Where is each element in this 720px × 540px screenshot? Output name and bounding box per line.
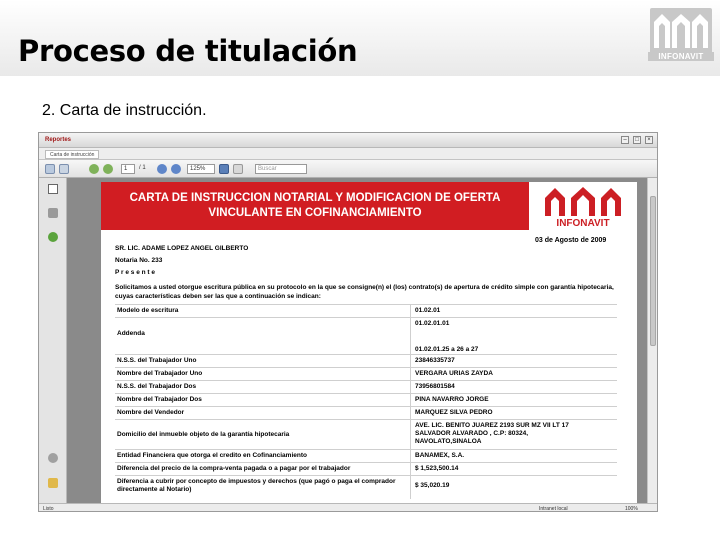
table-row [115,304,617,317]
status-left: Listo [43,506,54,512]
intro-paragraph: Solicitamos a usted otorgue escritura pública en su protocolo en la que se consigne(n) el (los) contrato(s) de apertura de crédito simple con garantía hipotecaria, cuyas características deben ser las que a continuación se indican: [115,284,614,300]
table-row [115,419,617,449]
row-value: AVE. LIC. BENITO JUAREZ 2193 SUR MZ VII LT 17 SALVADOR ALVARADO , C.P: 80324, NAVOLATO,SINALOA [415,422,569,445]
row-label: Domicilio del inmueble objeto de la garantía hipotecaria [115,420,411,449]
pdf-toolbar [39,160,657,178]
report-viewer-window [38,132,658,512]
document-area [67,178,647,503]
save-icon[interactable] [59,164,69,174]
presente: P r e s e n t e [115,269,155,276]
row-label: Diferencia del precio de la compra-venta pagada o a pagar por el trabajador [115,463,411,475]
document-banner [101,182,529,230]
file-tab[interactable]: Carta de instrucción [45,150,99,159]
row-value: 73956801584 [415,383,455,390]
table-row [115,367,617,380]
table-row [115,354,617,367]
previous-page-icon[interactable] [89,164,99,174]
row-label: Entidad Financiera que otorga el credito en Cofinanciamiento [115,450,411,462]
row-label: Nombre del Vendedor [115,407,411,419]
table-row [115,406,617,419]
paperclip-icon[interactable] [48,453,58,463]
table-row [115,393,617,406]
table-row [115,317,617,354]
document-date: 03 de Agosto de 2009 [535,237,607,244]
next-page-icon[interactable] [103,164,113,174]
reportes-tab[interactable]: Reportes [45,137,72,143]
row-value: 01.02.01 [415,307,441,314]
row-value: 01.02.01.01 01.02.01.25 a 26 a 27 [415,320,479,353]
comments-icon[interactable] [48,478,58,488]
logo-text: INFONAVIT [648,52,714,61]
banner-title-line2: VINCULANTE EN COFINANCIAMIENTO [208,207,422,219]
slide-subtitle: 2. Carta de instrucción. [42,102,207,119]
row-label: Addenda [115,318,411,354]
maximize-icon[interactable]: □ [633,136,641,144]
notary-number: Notaria No. 233 [115,257,163,264]
row-value: VERGARA URIAS ZAYDA [415,370,493,377]
table-row [115,380,617,393]
row-label: Diferencia a cubrir por concepto de impuestos y derechos (que pagó o paga el comprador directamente al Notario) [115,476,411,499]
addressee: SR. LIC. ADAME LOPEZ ANGEL GILBERTO [115,245,249,252]
pdf-page [101,182,637,503]
row-value: $ 1,523,500.14 [415,465,459,472]
print-icon[interactable] [45,164,55,174]
banner-title-line1: CARTA DE INSTRUCCION NOTARIAL Y MODIFICACION DE OFERTA [129,192,501,204]
infonavit-logo-icon [650,8,712,58]
row-value: MARQUEZ SILVA PEDRO [415,409,493,416]
security-icon[interactable] [48,232,58,242]
infonavit-document-logo-icon [541,184,625,228]
zoom-in-icon[interactable] [171,164,181,174]
table-row [115,449,617,462]
scrollbar-thumb[interactable] [650,196,656,346]
close-icon[interactable]: × [645,136,653,144]
minimize-icon[interactable]: – [621,136,629,144]
document-logo-text: INFONAVIT [556,218,610,228]
table-row [115,475,617,499]
pages-icon[interactable] [48,184,58,194]
zoom-select[interactable]: 125% [187,164,215,174]
status-bar [39,503,657,512]
row-value: 23846335737 [415,357,455,364]
vertical-scrollbar[interactable] [647,178,658,503]
document-tab-bar [39,148,657,160]
row-value: BANAMEX, S.A. [415,452,465,459]
row-label: Nombre del Trabajador Dos [115,394,411,406]
attachments-icon[interactable] [48,208,58,218]
row-value: PINA NAVARRO JORGE [415,396,489,403]
status-zone: Intranet local [539,506,568,512]
page-number-input[interactable]: 1 [121,164,135,174]
row-label: N.S.S. del Trabajador Uno [115,355,411,367]
status-zoom[interactable]: 100% [625,506,638,512]
row-value: $ 35,020.19 [415,482,450,489]
slide-title: Proceso de titulación [18,34,358,68]
find-icon[interactable] [233,164,243,174]
window-title-bar [39,133,657,148]
row-label: Nombre del Trabajador Uno [115,368,411,380]
table-row [115,462,617,475]
row-label: N.S.S. del Trabajador Dos [115,381,411,393]
export-icon[interactable] [219,164,229,174]
pdf-sidebar [39,178,67,503]
zoom-out-icon[interactable] [157,164,167,174]
row-label: Modelo de escritura [115,305,411,317]
search-input[interactable]: Buscar [255,164,307,174]
page-total: / 1 [139,165,146,171]
